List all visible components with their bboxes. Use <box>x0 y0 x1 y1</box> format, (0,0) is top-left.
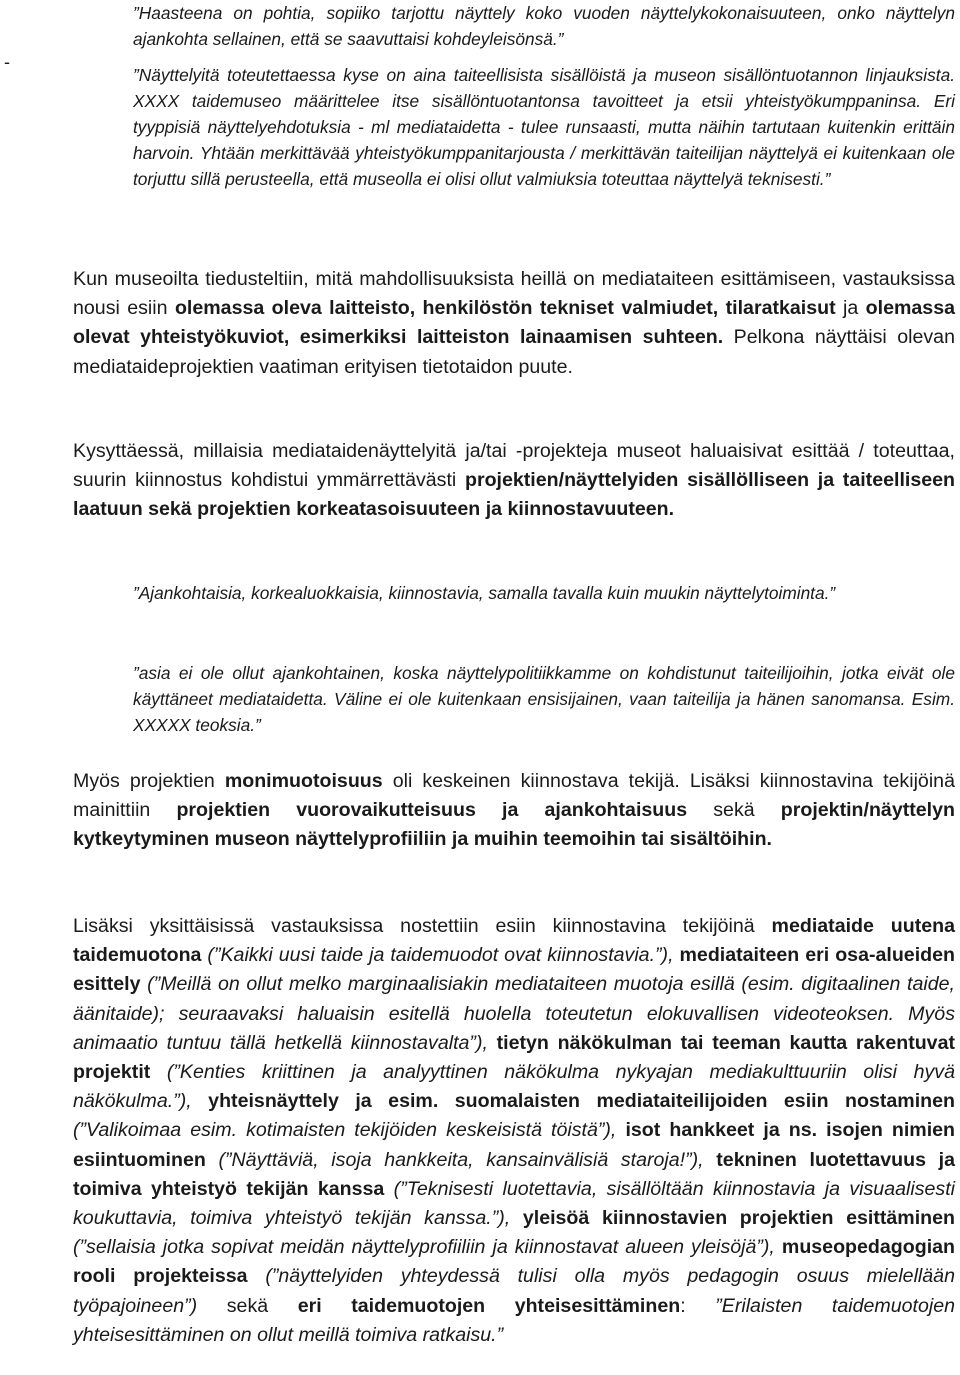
text-run: Pelkona näyttäisi olevan mediataideprojektien vaatiman erityisen tietotaidon puute. <box>73 326 955 378</box>
bold-run: mediataiteen eri osa-alueiden esittely <box>73 944 955 996</box>
text-run: oli keskeinen kiinnostava tekijä. Lisäksi kiinnostavina tekijöinä mainittiin <box>73 770 955 822</box>
paragraph-interest-quality <box>73 437 955 525</box>
bold-run: tekninen luotettavuus ja toimiva yhteistyö tekijän kanssa <box>73 1148 955 1200</box>
text-run: Kysyttäessä, millaisia mediataidenäyttelyitä ja/tai -projekteja museot haluaisivat esittää / toteuttaa, suurin kiinnostus kohdistui ymmärrettävästi <box>73 440 955 492</box>
italic-run: ”Erilaisten taidemuotojen yhteisesittäminen on ollut meillä toimiva ratkaisu.” <box>73 1294 956 1346</box>
bold-run: yhteisnäyttely ja esim. suomalaisten mediataiteilijoiden esiin nostaminen <box>191 1090 955 1113</box>
quote-not-topical: ”asia ei ole ollut ajankohtainen, koska näyttelypolitiikkamme on kohdistunut taiteilijoihin, jotka eivät ole käyttäneet mediataidetta. Väline ei ole kuitenkaan ensisijainen, vaan taiteilija ja hänen sanomansa. Esim. XXXXX teoksia.” <box>133 663 955 735</box>
quote-exhibition-challenge: ”Haasteena on pohtia, sopiiko tarjottu näyttely koko vuoden näyttelykokonaisuuteen, onko näyttelyn ajankohta sellainen, että se saavuttaisi kohdeyleisönsä.” <box>133 3 955 49</box>
bold-run: olemassa oleva laitteisto, henkilöstön tekniset valmiudet, tilaratkaisut <box>174 297 836 320</box>
italic-run: (”Meillä on ollut melko marginaalisiakin mediataiteen muotoja esillä (esim. digitaalinen taide, äänitaide); seuraavaksi haluaisin esitellä huolella toteutetun elokuvallisen videoteoksen. Myös animaatio tuntuu tällä hetkellä kiinnostavalta”), <box>73 973 955 1054</box>
italic-run: (”Valikoimaa esim. kotimaisten tekijöiden keskeisistä töistä”), <box>73 1119 617 1142</box>
paragraph-media-art-capabilities <box>73 265 955 382</box>
bold-run: museopedagogian rooli projekteissa <box>73 1236 955 1288</box>
bold-run: projektien vuorovaikutteisuus ja ajankohtaisuus <box>176 799 688 822</box>
italic-run: (”näyttelyiden yhteydessä tulisi olla myös pedagogin osuus mielellään työpajoineen”) <box>73 1265 955 1317</box>
paragraph-diversity <box>73 767 955 855</box>
bold-run: yleisöä kiinnostavien projektien esittäminen <box>510 1207 955 1230</box>
italic-run: (”Teknisesti luotettavia, sisällöltään kiinnostavia ja visuaalisesti koukuttavia, toimiva yhteistyö tekijän kanssa.”), <box>73 1177 955 1230</box>
text-run: Myös projektien <box>73 770 225 792</box>
italic-run: (”sellaisia jotka sopivat meidän näyttelyprofiiliin ja kiinnostavat alueen yleisöjä”), <box>73 1236 775 1259</box>
bold-run: isot hankkeet ja ns. isojen nimien esiintuominen <box>73 1119 956 1171</box>
text-run: Lisäksi yksittäisissä vastauksissa nostettiin esiin kiinnostavina tekijöinä <box>73 915 772 937</box>
bold-run: projektin/näyttelyn kytkeytyminen museon näyttelyprofiiliin ja muihin teemoihin tai sisältöihin. <box>73 799 955 851</box>
italic-run: (”Kaikki uusi taide ja taidemuodot ovat kiinnostavia.”), <box>201 944 674 967</box>
text-run: : <box>680 1294 716 1317</box>
bold-run: eri taidemuotojen yhteisesittäminen <box>297 1294 681 1317</box>
bold-run: monimuotoisuus <box>224 770 383 792</box>
text-run: sekä <box>687 799 781 822</box>
italic-run: (”Näyttäviä, isoja hankkeita, kansainvälisiä staroja!”), <box>205 1148 704 1171</box>
bold-run: mediataide uutena taidemuotona <box>73 915 955 967</box>
list-bullet-dash: - <box>4 52 10 72</box>
bold-run: projektien/näyttelyiden sisällölliseen ja taiteelliseen laatuun sekä projektien korkeatasoisuuteen ja kiinnostavuuteen. <box>73 469 955 521</box>
text-run: sekä <box>197 1294 298 1317</box>
paragraph-individual-answers <box>73 912 955 1350</box>
bold-run: olemassa olevat yhteistyökuviot, esimerkiksi laitteiston lainaamisen suhteen. <box>73 297 955 349</box>
quote-topical-high-quality: ”Ajankohtaisia, korkealuokkaisia, kiinnostavia, samalla tavalla kuin muukin näyttelytoiminta.” <box>133 583 836 603</box>
quote-content-policy: ”Näyttelyitä toteutettaessa kyse on aina taiteellisista sisällöistä ja museon sisällöntuotannon linjauksista. XXXX taidemuseo määrittelee itse sisällöntuotantonsa tavoitteet ja etsii yhteistyökumppaninsa. Eri tyyppisiä näyttelyehdotuksia - ml mediataidetta - tulee runsaasti, mutta näihin tartutaan kuitenkin erittäin harvoin. Yhtään merkittävää yhteistyökumppanitarjousta / merkittävän taiteilijan näyttelyä ei kuitenkaan ole torjuttu sillä perusteella, että museolla ei olisi ollut valmiuksia toteuttaa näyttelyä teknisesti.” <box>133 65 955 189</box>
text-run: ja <box>835 297 866 320</box>
italic-run: (”Kenties kriittinen ja analyyttinen näkökulma nykyajan mediakulttuuriin olisi hyvä näkökulma.”), <box>73 1061 955 1113</box>
text-run: Kun museoilta tiedusteltiin, mitä mahdollisuuksista heillä on mediataiteen esittämiseen, vastauksissa nousi esiin <box>73 268 955 320</box>
bold-run: tietyn näkökulman tai teeman kautta rakentuvat projektit <box>73 1031 956 1084</box>
